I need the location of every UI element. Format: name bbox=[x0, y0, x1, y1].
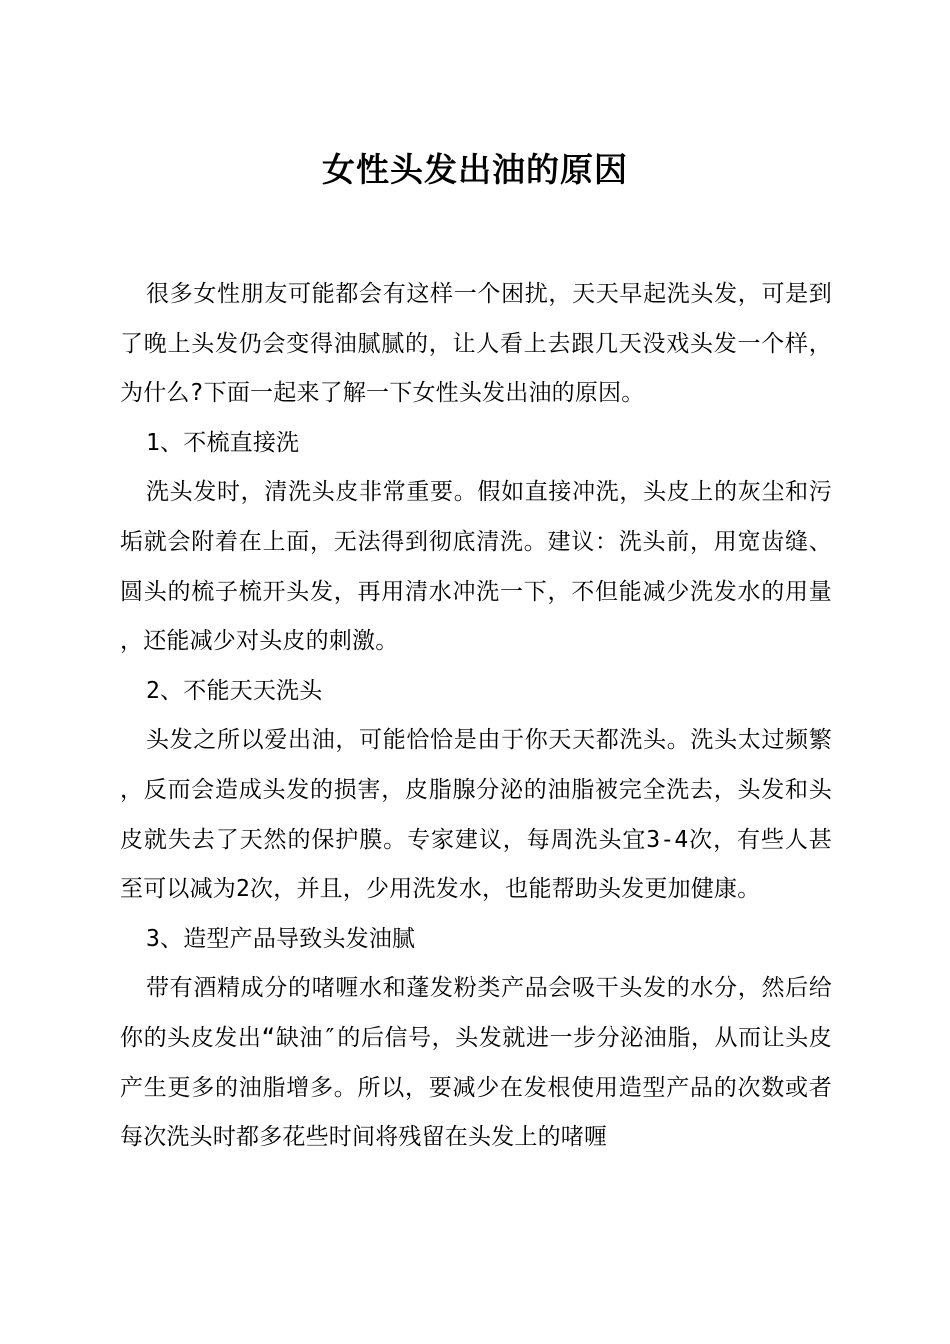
section-heading-2: 2、不能天天洗头 bbox=[146, 677, 323, 704]
document-title: 女性头发出油的原因 bbox=[322, 150, 628, 189]
section-paragraph-3: 带有酒精成分的啫喱水和蓬发粉类产品会吸干头发的水分，然后给你的头皮发出“缺油″的后信号，头发就进一步分泌油脂，从而让头皮产生更多的油脂增多。所以，要减少在发根使用造型产品的次数或者每次洗头时都多花些时间将残留在头发上的啫喱 bbox=[120, 975, 832, 1151]
document-body bbox=[120, 270, 832, 1163]
intro-paragraph: 很多女性朋友可能都会有这样一个困扰，天天早起洗头发，可是到了晚上头发仍会变得油腻腻的，让人看上去跟几天没戏头发一个样，为什么?下面一起来了解一下女性头发出油的原因。 bbox=[120, 281, 832, 407]
section-heading-3: 3、造型产品导致头发油腻 bbox=[146, 925, 416, 952]
section-heading-1: 1、不梳直接洗 bbox=[146, 429, 300, 456]
section-paragraph-2: 头发之所以爱出油，可能恰恰是由于你天天都洗头。洗头太过频繁，反而会造成头发的损害，皮脂腺分泌的油脂被完全洗去，头发和头皮就失去了天然的保护膜。专家建议，每周洗头宜3-4次，有些人甚至可以减为2次，并且，少用洗发水，也能帮助头发更加健康。 bbox=[120, 727, 832, 903]
section-paragraph-1: 洗头发时，清洗头皮非常重要。假如直接冲洗，头皮上的灰尘和污垢就会附着在上面，无法得到彻底清洗。建议：洗头前，用宽齿缝、圆头的梳子梳开头发，再用清水冲洗一下，不但能减少洗发水的用量，还能减少对头皮的刺激。 bbox=[120, 479, 832, 655]
